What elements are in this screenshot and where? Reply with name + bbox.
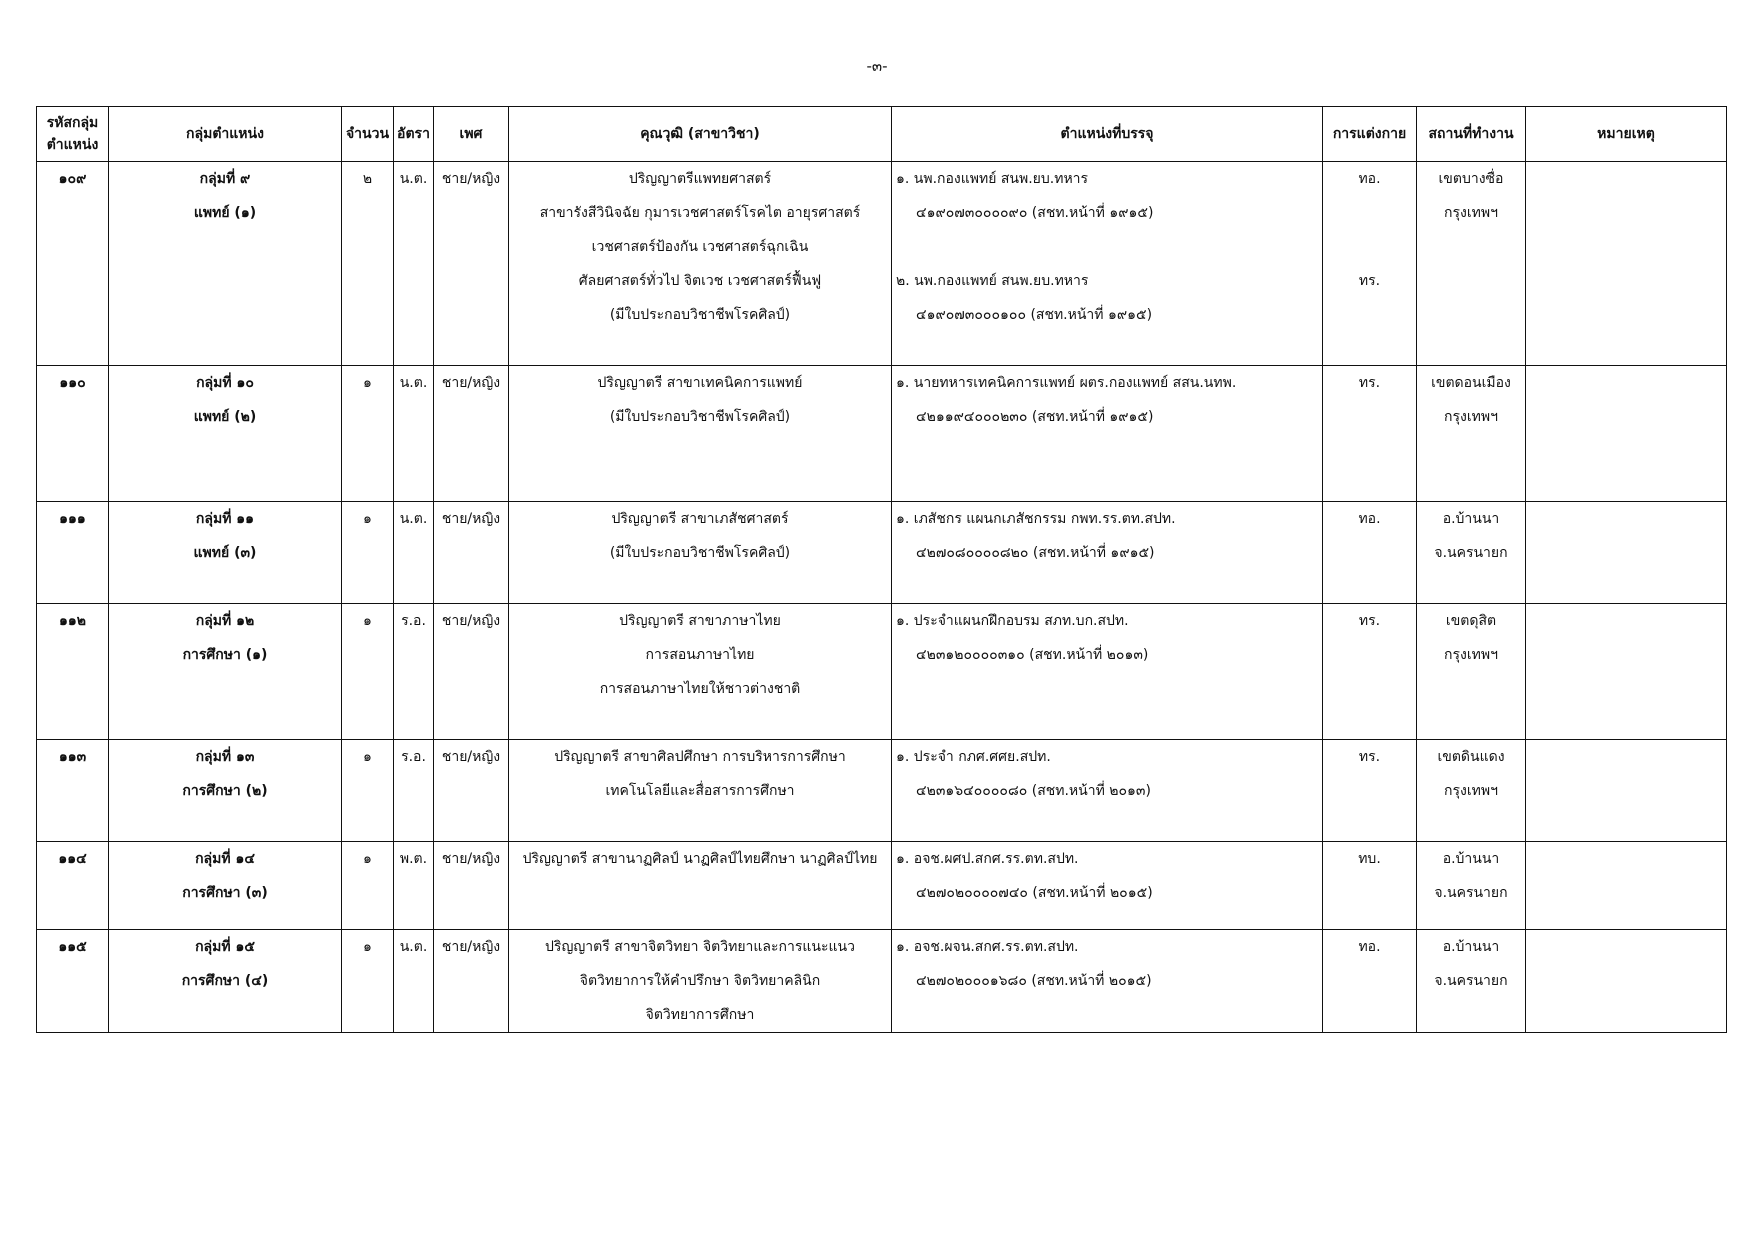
cell-position-line: ๔๒๗๐๘๐๐๐๐๘๒๐ (สชท.หน้าที่ ๑๙๑๕) <box>916 545 1155 561</box>
cell-code-text: ๑๑๔ <box>58 851 87 867</box>
cell-position-line: ๑. ประจำ กภศ.ศศย.สปท. <box>896 749 1051 765</box>
cell-group-line: แพทย์ (๒) <box>193 409 257 425</box>
header-row <box>37 107 1727 162</box>
table-row <box>37 930 1727 1033</box>
cell-group-line: กลุ่มที่ ๑๕ <box>195 939 255 955</box>
cell-dress-line <box>1323 196 1416 230</box>
cell-position <box>892 930 1323 1033</box>
cell-remark-text <box>1526 162 1726 196</box>
cell-count-text: ๑ <box>363 375 372 391</box>
cell-remark <box>1526 930 1727 1033</box>
cell-dress <box>1323 366 1417 502</box>
table-row <box>37 604 1727 740</box>
cell-count <box>342 502 394 604</box>
cell-code <box>37 930 109 1033</box>
table-row <box>37 842 1727 930</box>
cell-code <box>37 162 109 366</box>
cell-qualification <box>509 842 892 930</box>
cell-code-text: ๑๐๙ <box>58 171 87 187</box>
cell-workplace-line: กรุงเทพฯ <box>1444 647 1498 663</box>
cell-sex-text: ชาย/หญิง <box>441 749 501 765</box>
cell-workplace <box>1417 842 1526 930</box>
header-workplace: สถานที่ทำงาน <box>1417 107 1526 162</box>
cell-position-line: ๑. ประจำแผนกฝึกอบรม สภท.บก.สปท. <box>896 613 1129 629</box>
cell-workplace <box>1417 162 1526 366</box>
cell-position <box>892 842 1323 930</box>
cell-position-line: ๑. นายทหารเทคนิคการแพทย์ ผตร.กองแพทย์ สสน.นทพ. <box>896 375 1237 391</box>
cell-workplace-line: อ.บ้านนา <box>1442 939 1500 955</box>
cell-position-line: ๔๑๙๐๗๓๐๐๐๑๐๐ (สชท.หน้าที่ ๑๙๑๕) <box>916 307 1153 323</box>
cell-workplace-line: กรุงเทพฯ <box>1444 409 1498 425</box>
cell-rate-text: น.ต. <box>399 171 428 187</box>
cell-sex-text: ชาย/หญิง <box>441 375 501 391</box>
header-dress: การแต่งกาย <box>1323 107 1417 162</box>
cell-count-text: ๑ <box>363 939 372 955</box>
cell-count-text: ๒ <box>362 171 373 187</box>
cell-group <box>109 930 342 1033</box>
cell-group-line: กลุ่มที่ ๙ <box>199 171 251 187</box>
cell-position-line: ๑. อจช.ผศป.สกศ.รร.ตท.สปท. <box>896 851 1079 867</box>
cell-group <box>109 842 342 930</box>
cell-qualification <box>509 162 892 366</box>
cell-group <box>109 604 342 740</box>
page-number: -๓- <box>866 57 888 75</box>
header-code-line: รหัสกลุ่ม <box>46 115 99 131</box>
cell-workplace <box>1417 930 1526 1033</box>
cell-code-text: ๑๑๑ <box>59 511 86 527</box>
cell-rate-text: น.ต. <box>399 511 428 527</box>
cell-rate <box>394 604 434 740</box>
table-row <box>37 366 1727 502</box>
cell-sex-text: ชาย/หญิง <box>441 171 501 187</box>
cell-qualification-line: (มีใบประกอบวิชาชีพโรคศิลป์) <box>609 409 791 425</box>
cell-qualification-line: การสอนภาษาไทยให้ชาวต่างชาติ <box>599 681 801 697</box>
cell-count <box>342 604 394 740</box>
cell-workplace-line: เขตดุสิต <box>1445 613 1497 629</box>
cell-position-line: ๔๒๗๐๒๐๐๐๑๖๘๐ (สชท.หน้าที่ ๒๐๑๕) <box>916 973 1152 989</box>
cell-position-line: ๔๒๓๑๒๐๐๐๐๓๑๐ (สชท.หน้าที่ ๒๐๑๓) <box>916 647 1149 663</box>
cell-count-text: ๑ <box>363 749 372 765</box>
cell-rate <box>394 502 434 604</box>
cell-qualification-line: ปริญญาตรี สาขาภาษาไทย <box>619 613 781 629</box>
cell-qualification-line: จิตวิทยาการให้คำปรึกษา จิตวิทยาคลินิก <box>579 973 821 989</box>
cell-group-line: แพทย์ (๑) <box>193 205 257 221</box>
cell-qualification-line: สาขารังสีวินิจฉัย กุมารเวชศาสตร์โรคไต อายุรศาสตร์ <box>539 205 861 221</box>
cell-dress-line: ทร. <box>1358 749 1381 765</box>
cell-dress-line: ทร. <box>1358 375 1381 391</box>
cell-code-text: ๑๑๓ <box>58 749 87 765</box>
cell-qualification <box>509 930 892 1033</box>
cell-code <box>37 740 109 842</box>
header-remark: หมายเหตุ <box>1526 107 1727 162</box>
cell-dress <box>1323 604 1417 740</box>
cell-group <box>109 502 342 604</box>
cell-workplace-line: อ.บ้านนา <box>1442 851 1500 867</box>
cell-dress-line <box>1323 298 1416 332</box>
cell-dress-line: ทอ. <box>1358 939 1381 955</box>
cell-workplace <box>1417 604 1526 740</box>
cell-workplace-line: กรุงเทพฯ <box>1444 783 1498 799</box>
header-rate: อัตรา <box>394 107 434 162</box>
cell-group-line: กลุ่มที่ ๑๒ <box>195 613 255 629</box>
cell-group-line: การศึกษา (๑) <box>182 647 268 663</box>
cell-qualification-line: ปริญญาตรี สาขาเทคนิคการแพทย์ <box>597 375 803 391</box>
table-row <box>37 740 1727 842</box>
cell-sex-text: ชาย/หญิง <box>441 939 501 955</box>
cell-qualification-line: ปริญญาตรี สาขาเภสัชศาสตร์ <box>611 511 789 527</box>
cell-count-text: ๑ <box>363 613 372 629</box>
header-sex: เพศ <box>434 107 509 162</box>
cell-code <box>37 842 109 930</box>
cell-qualification-line: (มีใบประกอบวิชาชีพโรคศิลป์) <box>609 307 791 323</box>
cell-sex <box>434 502 509 604</box>
cell-position-line <box>892 230 1322 264</box>
cell-remark <box>1526 740 1727 842</box>
cell-rate-text: น.ต. <box>399 939 428 955</box>
table-row <box>37 502 1727 604</box>
cell-remark <box>1526 162 1727 366</box>
cell-code-text: ๑๑๒ <box>58 613 86 629</box>
cell-qualification-line: ปริญญาตรีแพทยศาสตร์ <box>628 171 772 187</box>
cell-dress <box>1323 502 1417 604</box>
cell-code-text: ๑๑๕ <box>58 939 87 955</box>
cell-qualification-line: ศัลยศาสตร์ทั่วไป จิตเวช เวชศาสตร์ฟื้นฟู <box>578 273 822 289</box>
header-position: ตำแหน่งที่บรรจุ <box>892 107 1323 162</box>
cell-workplace <box>1417 740 1526 842</box>
cell-group-line: กลุ่มที่ ๑๑ <box>195 511 255 527</box>
cell-qualification <box>509 740 892 842</box>
cell-count <box>342 162 394 366</box>
cell-count <box>342 366 394 502</box>
cell-workplace-line: จ.นครนายก <box>1434 545 1508 561</box>
cell-position <box>892 162 1323 366</box>
table-row <box>37 162 1727 366</box>
cell-code-text: ๑๑๐ <box>59 375 86 391</box>
cell-rate <box>394 740 434 842</box>
cell-qualification-line: ปริญญาตรี สาขาศิลปศึกษา การบริหารการศึกษา <box>554 749 846 765</box>
cell-sex <box>434 842 509 930</box>
cell-position-line: ๑. เภสัชกร แผนกเภสัชกรรม กพท.รร.ตท.สปท. <box>896 511 1176 527</box>
cell-count-text: ๑ <box>363 851 372 867</box>
cell-code <box>37 366 109 502</box>
cell-qualification-line: จิตวิทยาการศึกษา <box>645 1007 755 1023</box>
cell-sex <box>434 162 509 366</box>
cell-qualification <box>509 502 892 604</box>
cell-sex-text: ชาย/หญิง <box>441 613 501 629</box>
cell-group <box>109 162 342 366</box>
cell-group-line: กลุ่มที่ ๑๓ <box>195 749 255 765</box>
cell-sex <box>434 740 509 842</box>
cell-remark-text <box>1526 930 1726 964</box>
cell-dress <box>1323 842 1417 930</box>
cell-rate-text: ร.อ. <box>401 613 426 629</box>
cell-count <box>342 842 394 930</box>
cell-group-line: กลุ่มที่ ๑๔ <box>195 851 255 867</box>
cell-group-line: แพทย์ (๓) <box>193 545 257 561</box>
cell-position <box>892 740 1323 842</box>
cell-qualification-line: เทคโนโลยีและสื่อสารการศึกษา <box>605 783 795 799</box>
cell-remark-text <box>1526 604 1726 638</box>
cell-remark-text <box>1526 842 1726 876</box>
cell-sex <box>434 930 509 1033</box>
cell-remark <box>1526 842 1727 930</box>
cell-count <box>342 930 394 1033</box>
cell-workplace <box>1417 366 1526 502</box>
cell-position-line: ๔๒๗๐๒๐๐๐๐๗๔๐ (สชท.หน้าที่ ๒๐๑๕) <box>916 885 1153 901</box>
cell-workplace <box>1417 502 1526 604</box>
cell-position <box>892 502 1323 604</box>
cell-rate <box>394 930 434 1033</box>
cell-qualification-line: ปริญญาตรี สาขาจิตวิทยา จิตวิทยาและการแนะแนว <box>545 939 855 955</box>
cell-workplace-line: เขตดอนเมือง <box>1431 375 1511 391</box>
cell-workplace-line: จ.นครนายก <box>1434 973 1508 989</box>
header-count: จำนวน <box>342 107 394 162</box>
header-qualification: คุณวุฒิ (สาขาวิชา) <box>509 107 892 162</box>
cell-code <box>37 604 109 740</box>
cell-position-line: ๑. นพ.กองแพทย์ สนพ.ยบ.ทหาร <box>896 171 1089 187</box>
header-code-line: ตำแหน่ง <box>46 137 99 153</box>
cell-group-line: การศึกษา (๓) <box>182 885 268 901</box>
cell-rate <box>394 842 434 930</box>
cell-group <box>109 740 342 842</box>
cell-qualification-line: การสอนภาษาไทย <box>645 647 755 663</box>
cell-remark <box>1526 604 1727 740</box>
header-code <box>37 107 109 162</box>
cell-qualification-line: ปริญญาตรี สาขานาฏศิลป์ นาฏศิลป์ไทยศึกษา นาฏศิลป์ไทย <box>522 851 878 867</box>
cell-group-line: กลุ่มที่ ๑๐ <box>196 375 254 391</box>
cell-group <box>109 366 342 502</box>
cell-position-line: ๔๒๑๑๙๔๐๐๐๒๓๐ (สชท.หน้าที่ ๑๙๑๕) <box>916 409 1154 425</box>
cell-rate-text: น.ต. <box>399 375 428 391</box>
cell-count <box>342 740 394 842</box>
cell-dress-line: ทบ. <box>1358 851 1381 867</box>
cell-sex <box>434 366 509 502</box>
table-body <box>37 162 1727 1033</box>
cell-count-text: ๑ <box>363 511 372 527</box>
cell-rate <box>394 162 434 366</box>
cell-qualification <box>509 366 892 502</box>
cell-position-line: ๔๑๙๐๗๓๐๐๐๐๙๐ (สชท.หน้าที่ ๑๙๑๕) <box>916 205 1154 221</box>
cell-dress <box>1323 162 1417 366</box>
cell-dress <box>1323 930 1417 1033</box>
cell-remark <box>1526 502 1727 604</box>
cell-dress-line <box>1323 230 1416 264</box>
cell-workplace-line: เขตดินแดง <box>1437 749 1505 765</box>
cell-dress <box>1323 740 1417 842</box>
cell-dress-line: ทร. <box>1358 613 1381 629</box>
cell-code <box>37 502 109 604</box>
cell-rate-text: ร.อ. <box>401 749 426 765</box>
cell-workplace-line: อ.บ้านนา <box>1442 511 1500 527</box>
cell-qualification <box>509 604 892 740</box>
cell-position-line: ๑. อจช.ผจน.สกศ.รร.ตท.สปท. <box>896 939 1079 955</box>
cell-dress-line: ทอ. <box>1358 171 1381 187</box>
cell-sex-text: ชาย/หญิง <box>441 851 501 867</box>
cell-position <box>892 366 1323 502</box>
cell-workplace-line: เขตบางซื่อ <box>1438 171 1504 187</box>
cell-remark-text <box>1526 740 1726 774</box>
cell-workplace-line: จ.นครนายก <box>1434 885 1508 901</box>
cell-position-line: ๔๒๓๑๖๔๐๐๐๐๘๐ (สชท.หน้าที่ ๒๐๑๓) <box>916 783 1151 799</box>
cell-dress-line: ทอ. <box>1358 511 1381 527</box>
cell-group-line: การศึกษา (๔) <box>181 973 269 989</box>
positions-table <box>36 106 1727 1033</box>
cell-rate-text: พ.ต. <box>399 851 428 867</box>
cell-dress-line: ทร. <box>1358 273 1381 289</box>
cell-remark <box>1526 366 1727 502</box>
cell-sex <box>434 604 509 740</box>
cell-position-line: ๒. นพ.กองแพทย์ สนพ.ยบ.ทหาร <box>896 273 1089 289</box>
cell-workplace-line: กรุงเทพฯ <box>1444 205 1498 221</box>
cell-remark-text <box>1526 502 1726 536</box>
header-group: กลุ่มตำแหน่ง <box>109 107 342 162</box>
cell-group-line: การศึกษา (๒) <box>182 783 268 799</box>
cell-sex-text: ชาย/หญิง <box>441 511 501 527</box>
cell-remark-text <box>1526 366 1726 400</box>
cell-qualification-line: เวชศาสตร์ป้องกัน เวชศาสตร์ฉุกเฉิน <box>591 239 809 255</box>
cell-qualification-line: (มีใบประกอบวิชาชีพโรคศิลป์) <box>609 545 791 561</box>
cell-position <box>892 604 1323 740</box>
cell-rate <box>394 366 434 502</box>
